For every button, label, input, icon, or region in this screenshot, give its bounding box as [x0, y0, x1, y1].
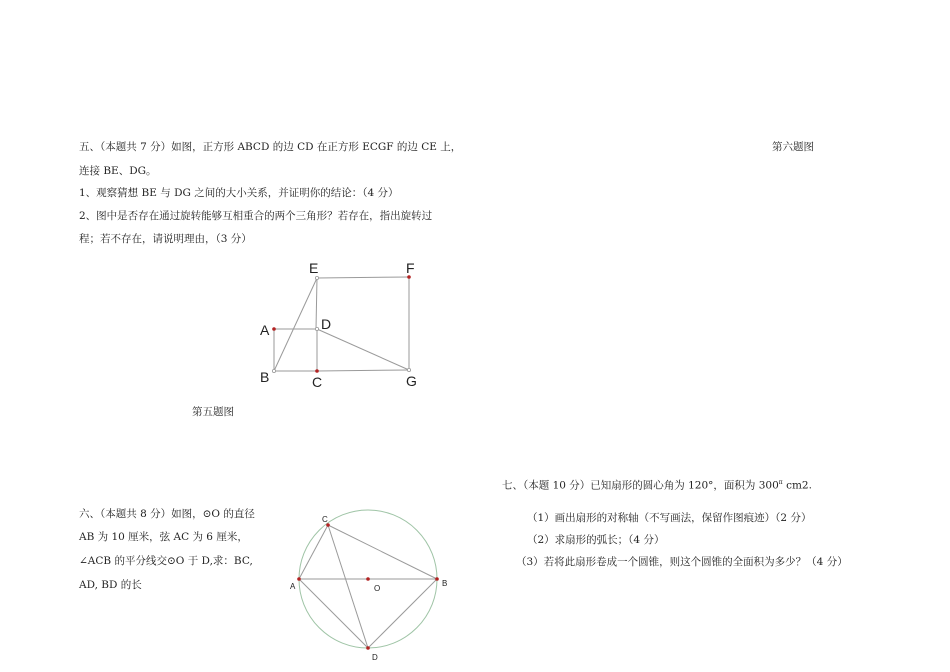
q6-heading: 六、（本题共 8 分）如图，⊙O 的直径: [79, 508, 255, 520]
circle-point-a-label: A: [290, 582, 296, 591]
circle-point-b-label: B: [442, 579, 448, 588]
q7-heading-text: 七、（本题 10 分）已知扇形的圆心角为 120°，面积为 300: [502, 479, 779, 492]
q5-part-2: 2、图中是否存在通过旋转能够互相重合的两个三角形？若存在，指出旋转过: [79, 210, 433, 222]
point-g-label: G: [406, 373, 417, 389]
q6-figure: [280, 512, 460, 672]
point-a-label: A: [260, 322, 270, 338]
q5-line-2: 连接 BE、DG。: [79, 165, 157, 177]
q7-part-3: （3）若将此扇形卷成一个圆锥，则这个圆锥的全面积为多少？（4 分）: [516, 556, 848, 568]
q7-part-2: （2）求扇形的弧长；（4 分）: [527, 534, 665, 546]
q7-heading: [502, 476, 812, 493]
circle-point-d-label: D: [372, 653, 378, 662]
q5-heading: 五、（本题共 7 分）如图，正方形 ABCD 的边 CD 在正方形 ECGF 的边 CE 上，: [79, 141, 462, 153]
point-e-label: E: [309, 260, 319, 276]
area-unit: cm2.: [786, 479, 812, 492]
point-f-label: F: [406, 260, 415, 276]
point-d-label: D: [321, 316, 332, 332]
q6-line-3: ∠ACB 的平分线交⊙O 于 D,求：BC,: [79, 555, 253, 567]
q5-figure-caption: 第五题图: [192, 406, 234, 418]
q6-figure-caption: 第六题图: [772, 141, 814, 153]
q6-line-4: AD, BD 的长: [79, 579, 142, 591]
q7-part-1: （1）画出扇形的对称轴（不写画法，保留作图痕迹）（2 分）: [527, 512, 812, 524]
point-b-label: B: [260, 369, 270, 385]
q5-part-1: 1、观察猜想 BE 与 DG 之间的大小关系，并证明你的结论：（4 分）: [79, 187, 399, 199]
q6-line-2: AB 为 10 厘米，弦 AC 为 6 厘米，: [79, 531, 248, 543]
circle-center-o-label: O: [374, 584, 381, 593]
point-c-label: C: [312, 374, 323, 390]
circle-point-c-label: C: [322, 515, 328, 524]
q5-figure: [250, 255, 450, 405]
pi-superscript: π: [778, 479, 783, 486]
q5-part-2-cont: 程；若不存在，请说明理由，（3 分）: [79, 233, 252, 245]
